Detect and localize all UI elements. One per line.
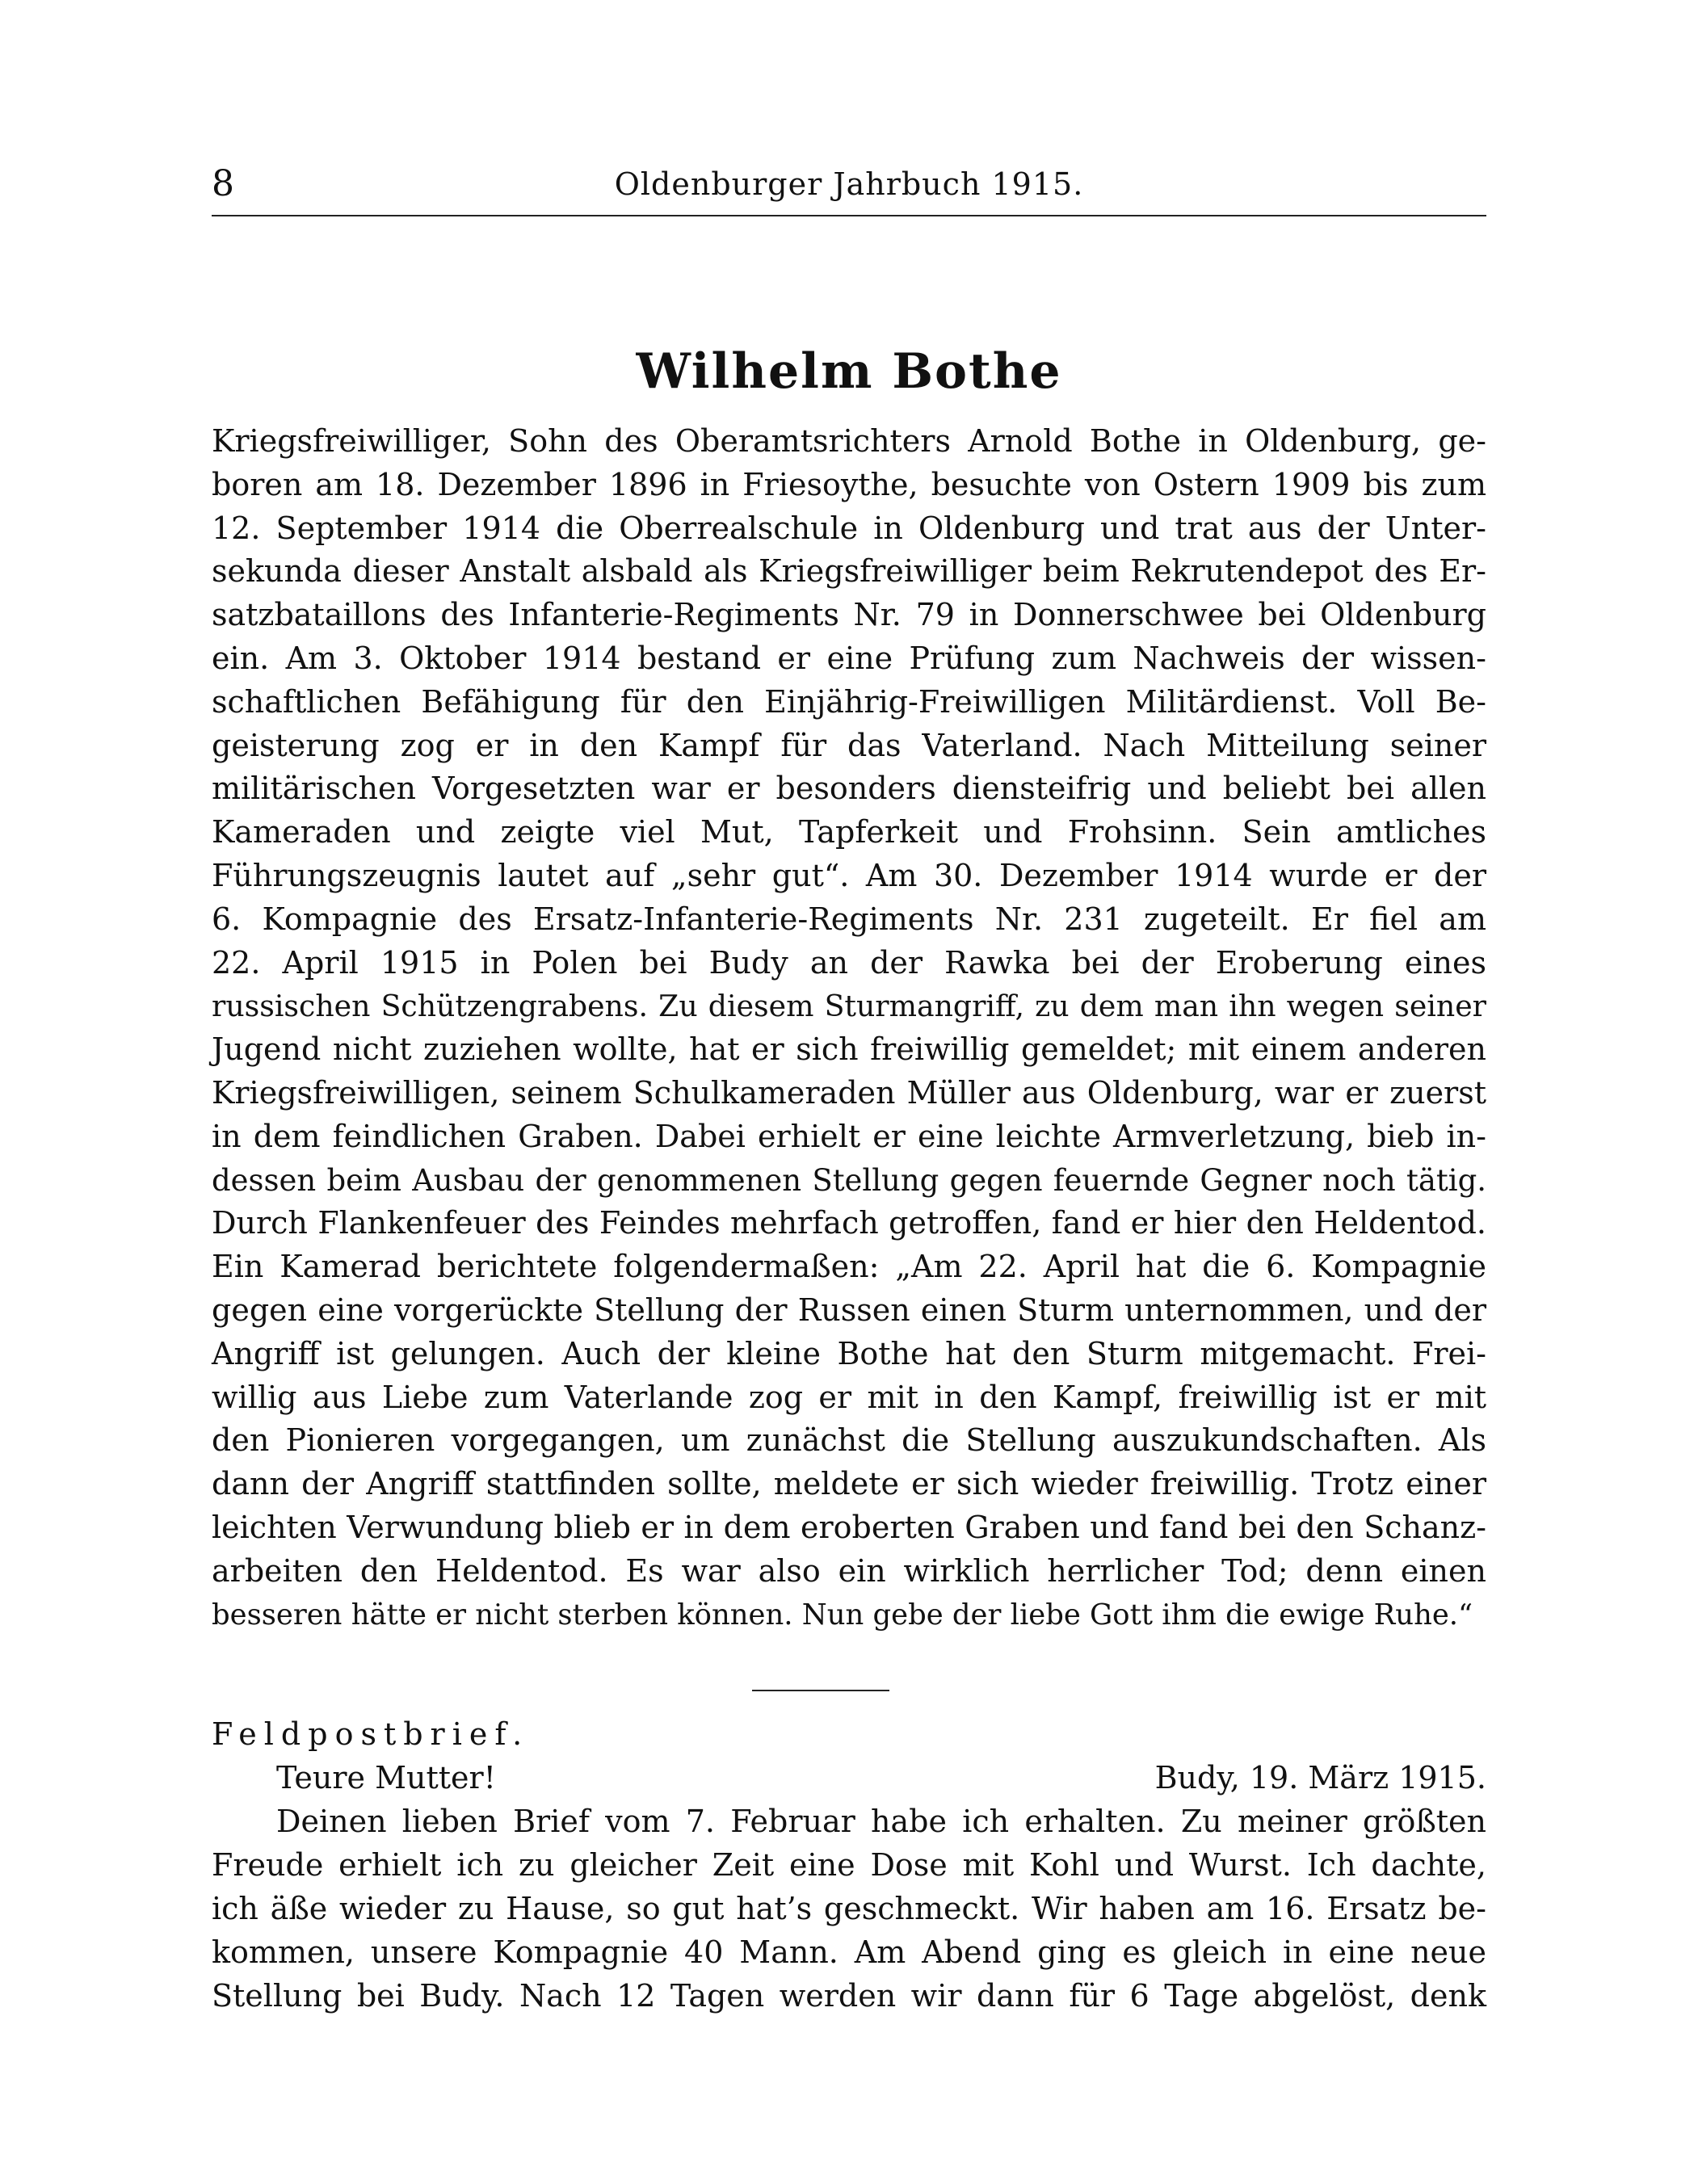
body-line: militärischen Vorgesetzten war er besonders diensteifrig und beliebt bei allen (212, 771, 1486, 807)
body-line: 22. April 1915 in Polen bei Budy an der Rawka bei der Eroberung eines (212, 944, 1486, 981)
body-line: 6. Kompagnie des Ersatz-Infanterie-Regiments Nr. 231 zugeteilt. Er fiel am (212, 901, 1486, 937)
body-line: satzbataillons des Infanterie-Regiments Nr. 79 in Donnerschwee bei Oldenburg (212, 597, 1486, 633)
letter-salutation: Teure Mutter! (276, 1760, 496, 1796)
section-divider (752, 1690, 889, 1691)
body-line: Durch Flankenfeuer des Feindes mehrfach getroffen, fand er hier den Heldentod. (212, 1205, 1486, 1241)
body-line: Führungszeugnis lautet auf „sehr gut“. Am 30. Dezember 1914 wurde er der (212, 857, 1486, 893)
body-line: gegen eine vorgerückte Stellung der Russen einen Sturm unternommen, und der (212, 1292, 1486, 1328)
letter-line: Stellung bei Budy. Nach 12 Tagen werden wir dann für 6 Tage abgelöst, denk (212, 1978, 1486, 2014)
article-title: Wilhelm Bothe (636, 343, 1062, 400)
body-line: dessen beim Ausbau der genommenen Stellung gegen feuernde Gegner noch tätig. (212, 1162, 1486, 1198)
body-line: arbeiten den Heldentod. Es war also ein wirklich herrlicher Tod; denn einen (212, 1552, 1486, 1589)
letter-body (212, 1800, 1486, 2018)
body-line: willig aus Liebe zum Vaterlande zog er mit in den Kampf, freiwillig ist er mit (212, 1379, 1486, 1415)
body-line: den Pionieren vorgegangen, um zunächst die Stellung auszukundschaften. Als (212, 1422, 1486, 1459)
body-line: schaftlichen Befähigung für den Einjährig-Freiwilligen Militärdienst. Voll Be- (212, 683, 1486, 720)
body-line: ein. Am 3. Oktober 1914 bestand er eine Prüfung zum Nachweis der wissen- (212, 640, 1486, 676)
body-line: russischen Schützengrabens. Zu diesem Sturmangriff, zu dem man ihn wegen seiner (212, 989, 1486, 1024)
body-line: sekunda dieser Anstalt alsbald als Kriegsfreiwilliger beim Rekrutendepot des Er- (212, 553, 1486, 590)
body-line: Kriegsfreiwilligen, seinem Schulkameraden Müller aus Oldenburg, war er zuerst (212, 1074, 1486, 1111)
letter-heading: Feldpostbrief. (212, 1716, 530, 1752)
running-head (212, 160, 1486, 208)
body-line: Kameraden und zeigte viel Mut, Tapferkeit und Frohsinn. Sein amtliches (212, 814, 1486, 850)
body-line: Kriegsfreiwilliger, Sohn des Oberamtsrichters Arnold Bothe in Oldenburg, ge- (212, 423, 1486, 459)
body-line: Jugend nicht zuziehen wollte, hat er sich freiwillig gemeldet; mit einem anderen (212, 1031, 1486, 1068)
letter-line: Deinen lieben Brief vom 7. Februar habe ich erhalten. Zu meiner größten (276, 1804, 1486, 1839)
body-line: in dem feindlichen Graben. Dabei erhielt er eine leichte Armverletzung, bieb in- (212, 1118, 1486, 1154)
article-body (212, 420, 1486, 1636)
letter-salutation-row (212, 1756, 1486, 1800)
letter-line: kommen, unsere Kompagnie 40 Mann. Am Abend ging es gleich in eine neue (212, 1934, 1486, 1970)
body-line: 12. September 1914 die Oberrealschule in Oldenburg und trat aus der Unter- (212, 510, 1486, 546)
body-line: Ein Kamerad berichtete folgendermaßen: „Am 22. April hat die 6. Kompagnie (212, 1249, 1486, 1285)
body-line: leichten Verwundung blieb er in dem eroberten Graben und fand bei den Schanz- (212, 1509, 1486, 1545)
page-number: 8 (212, 163, 234, 204)
running-title: Oldenburger Jahrbuch 1915. (614, 166, 1084, 202)
letter-line: Freude erhielt ich zu gleicher Zeit eine Dose mit Kohl und Wurst. Ich dachte, (212, 1847, 1486, 1883)
letter-line: ich äße wieder zu Hause, so gut hat’s geschmeckt. Wir haben am 16. Ersatz be- (212, 1891, 1486, 1926)
body-line: geisterung zog er in den Kampf für das Vaterland. Nach Mitteilung seiner (212, 727, 1486, 763)
header-rule (212, 215, 1486, 216)
letter-place-date: Budy, 19. März 1915. (1154, 1760, 1486, 1796)
body-line: boren am 18. Dezember 1896 in Friesoythe, besuchte von Ostern 1909 bis zum (212, 466, 1486, 502)
body-line: Angriff ist gelungen. Auch der kleine Bothe hat den Sturm mitgemacht. Frei- (212, 1335, 1486, 1371)
body-line: besseren hätte er nicht sterben können. Nun gebe der liebe Gott ihm die ewige Ruhe.“ (212, 1598, 1473, 1632)
body-line: dann der Angriff stattfinden sollte, meldete er sich wieder freiwillig. Trotz einer (212, 1466, 1486, 1502)
